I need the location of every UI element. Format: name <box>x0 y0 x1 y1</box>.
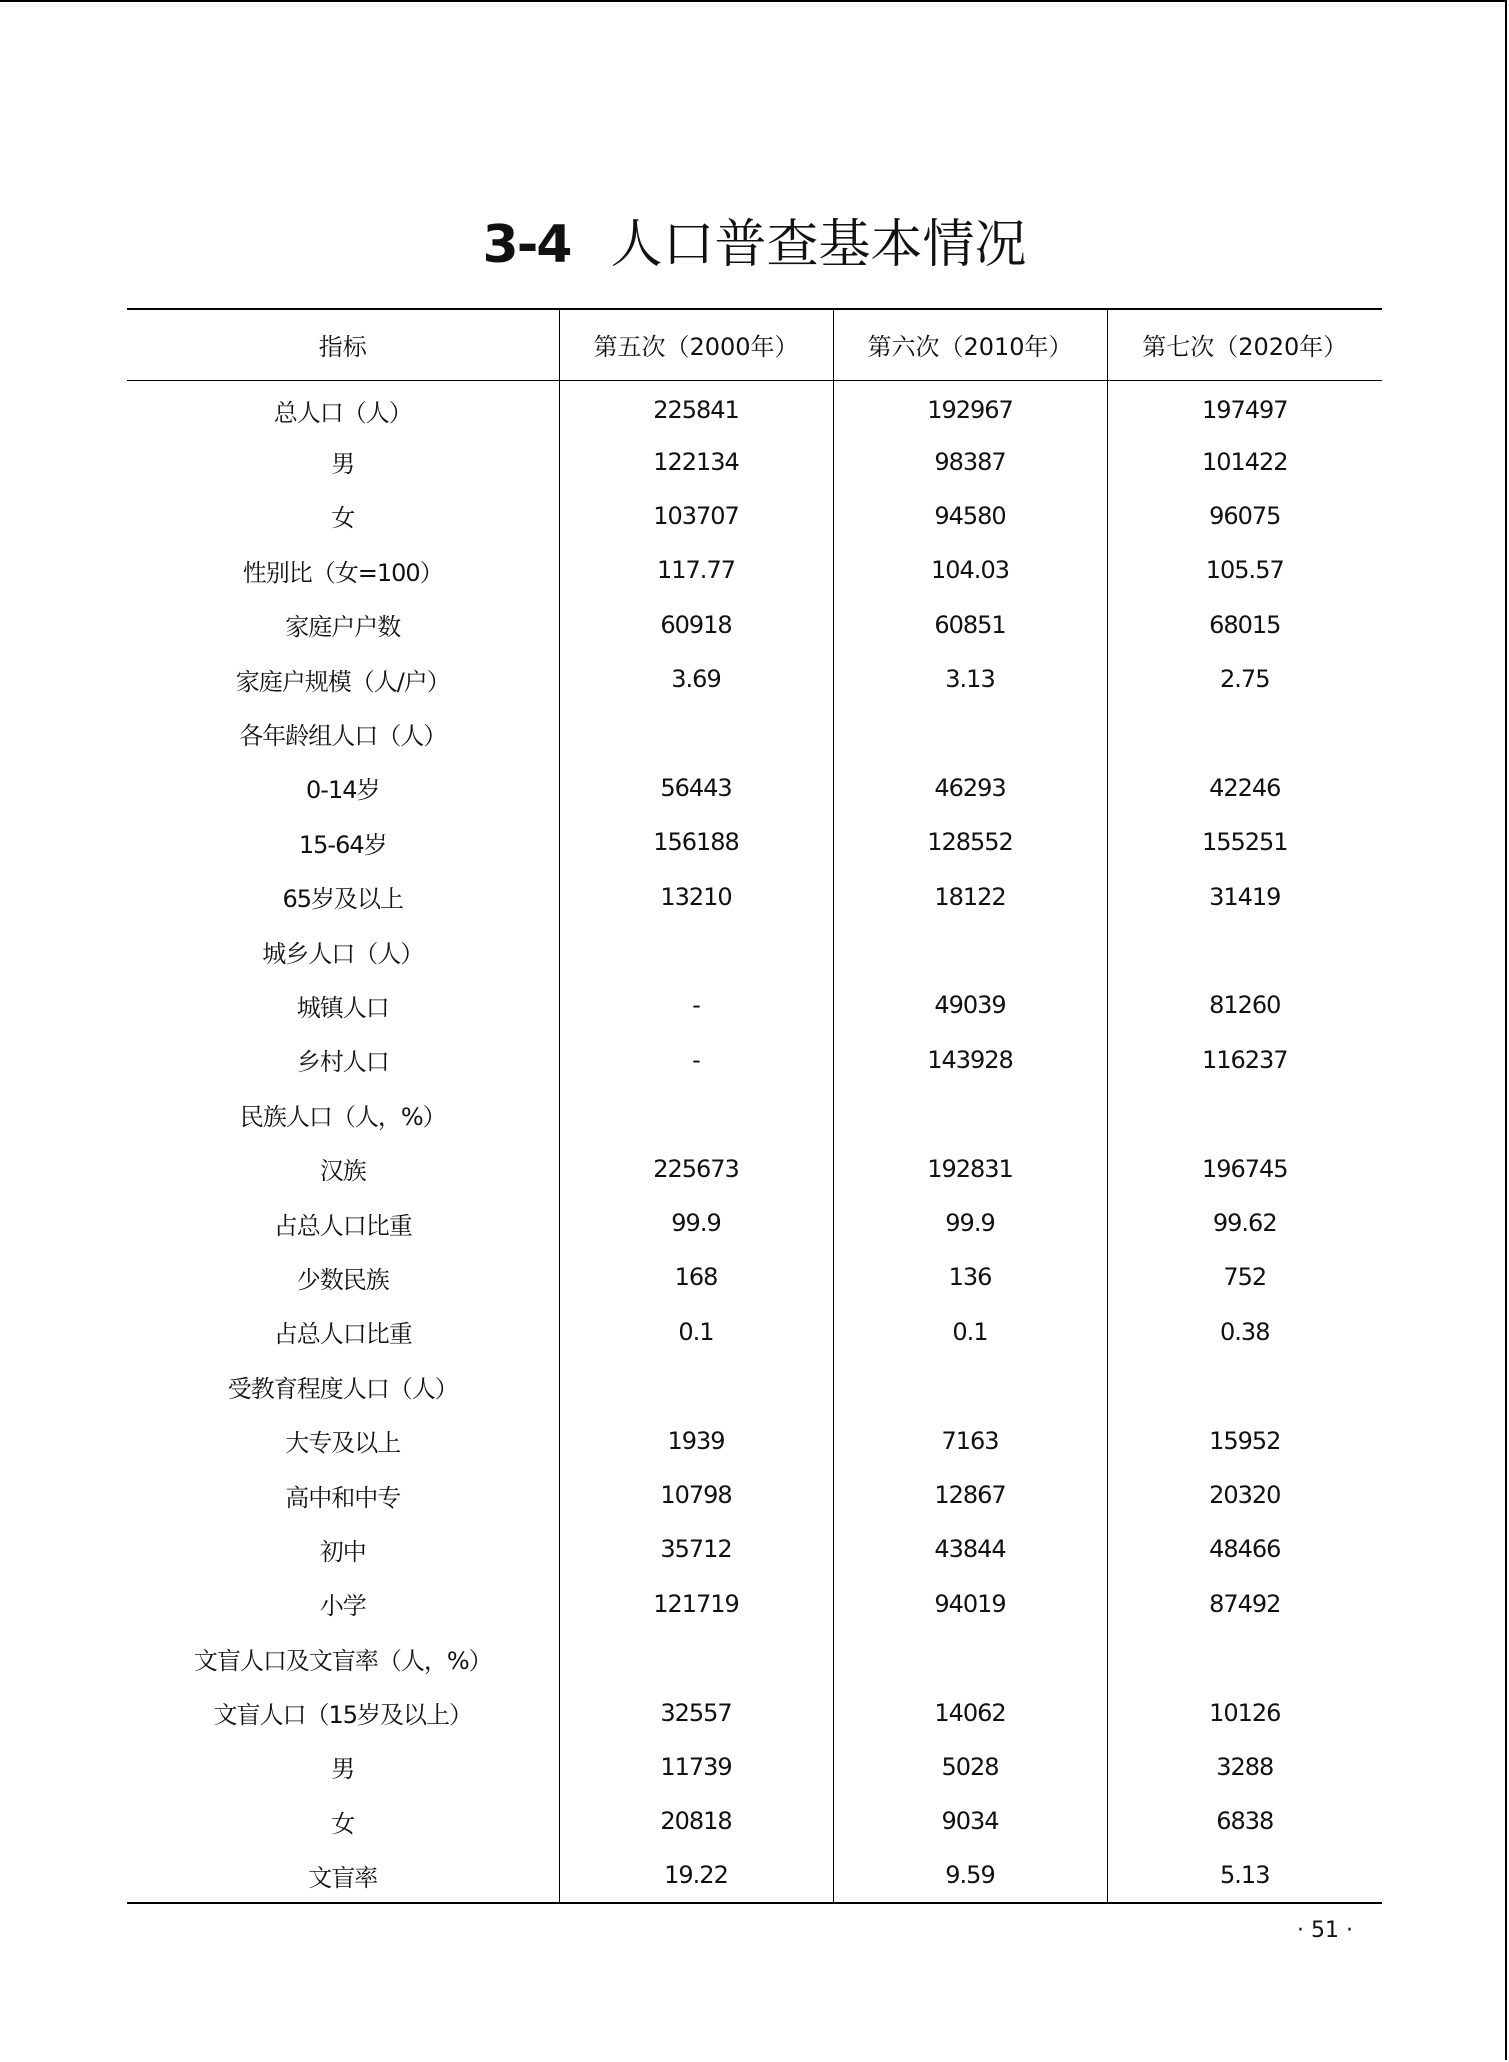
value-2000: 0.1 <box>559 1305 833 1359</box>
value-2000 <box>559 924 833 978</box>
table-row <box>127 1577 1382 1631</box>
value-2020: 116237 <box>1107 1033 1382 1087</box>
value-2010: 143928 <box>833 1033 1107 1087</box>
value-2020: 96075 <box>1107 489 1382 543</box>
value-2020: 6838 <box>1107 1794 1382 1848</box>
value-2020: 101422 <box>1107 434 1382 488</box>
value-2020: 197497 <box>1107 380 1382 434</box>
table-row <box>127 924 1382 978</box>
value-2000: 56443 <box>559 761 833 815</box>
row-label: 总人口（人） <box>273 398 412 427</box>
header-census-6: 第六次（2010年） <box>833 309 1107 380</box>
table-row <box>127 1522 1382 1576</box>
value-2020: 87492 <box>1107 1577 1382 1631</box>
row-label: 65岁及以上 <box>282 885 404 914</box>
row-label: 男 <box>331 1755 355 1784</box>
value-2000 <box>559 1087 833 1141</box>
table-row <box>127 706 1382 760</box>
value-2010: 12867 <box>833 1468 1107 1522</box>
table-row <box>127 815 1382 869</box>
table-row <box>127 761 1382 815</box>
table-row <box>127 1087 1382 1141</box>
row-label: 大专及以上 <box>285 1429 401 1458</box>
row-label: 城乡人口（人） <box>262 939 424 968</box>
row-label: 小学 <box>319 1592 366 1621</box>
row-label: 家庭户规模（人/户） <box>235 667 450 696</box>
row-label: 民族人口（人，%） <box>239 1102 446 1131</box>
value-2020 <box>1107 1631 1382 1685</box>
row-label: 少数民族 <box>296 1265 389 1294</box>
page-title <box>0 210 1509 280</box>
table-row <box>127 1849 1382 1903</box>
header-census-5: 第五次（2000年） <box>559 309 833 380</box>
row-label: 0-14岁 <box>306 776 380 805</box>
value-2000: 35712 <box>559 1522 833 1576</box>
row-label: 15-64岁 <box>298 830 387 859</box>
value-2010: 5028 <box>833 1740 1107 1794</box>
table-row <box>127 1359 1382 1413</box>
value-2020: 3288 <box>1107 1740 1382 1794</box>
value-2010: 98387 <box>833 434 1107 488</box>
table-row <box>127 870 1382 924</box>
value-2000 <box>559 1359 833 1413</box>
value-2000: 13210 <box>559 870 833 924</box>
row-label: 占总人口比重 <box>273 1211 412 1240</box>
page-number: · 51 · <box>1297 1918 1353 1943</box>
row-label: 男 <box>331 450 355 479</box>
value-2010: 136 <box>833 1250 1107 1304</box>
table-row <box>127 1685 1382 1739</box>
value-2020: 99.62 <box>1107 1196 1382 1250</box>
census-table <box>127 308 1382 1904</box>
value-2010: 60851 <box>833 598 1107 652</box>
value-2000: 1939 <box>559 1413 833 1467</box>
value-2020: 196745 <box>1107 1141 1382 1195</box>
table-row <box>127 1413 1382 1467</box>
row-label: 汉族 <box>319 1157 366 1186</box>
value-2000: 225841 <box>559 380 833 434</box>
value-2000: - <box>559 978 833 1032</box>
value-2020 <box>1107 706 1382 760</box>
value-2000: 117.77 <box>559 543 833 597</box>
value-2010: 14062 <box>833 1685 1107 1739</box>
table-row <box>127 543 1382 597</box>
table-body <box>127 380 1382 1903</box>
value-2010: 7163 <box>833 1413 1107 1467</box>
value-2000: 11739 <box>559 1740 833 1794</box>
value-2000: - <box>559 1033 833 1087</box>
value-2020: 0.38 <box>1107 1305 1382 1359</box>
value-2020: 10126 <box>1107 1685 1382 1739</box>
value-2020: 68015 <box>1107 598 1382 652</box>
value-2010: 9034 <box>833 1794 1107 1848</box>
value-2020: 15952 <box>1107 1413 1382 1467</box>
value-2020: 2.75 <box>1107 652 1382 706</box>
value-2000: 19.22 <box>559 1849 833 1903</box>
row-label: 乡村人口 <box>296 1048 389 1077</box>
header-indicator: 指标 <box>318 333 367 362</box>
value-2000: 20818 <box>559 1794 833 1848</box>
value-2010 <box>833 1087 1107 1141</box>
value-2000: 10798 <box>559 1468 833 1522</box>
value-2000: 122134 <box>559 434 833 488</box>
value-2020: 31419 <box>1107 870 1382 924</box>
value-2000: 156188 <box>559 815 833 869</box>
value-2000: 103707 <box>559 489 833 543</box>
value-2010: 94580 <box>833 489 1107 543</box>
value-2020: 20320 <box>1107 1468 1382 1522</box>
row-label: 城镇人口 <box>296 993 389 1022</box>
table-row <box>127 1794 1382 1848</box>
row-label: 家庭户户数 <box>285 613 401 642</box>
value-2020 <box>1107 1359 1382 1413</box>
table-row <box>127 1631 1382 1685</box>
table-row <box>127 1196 1382 1250</box>
table-title-text: 人口普查基本情况 <box>610 214 1027 275</box>
value-2010 <box>833 1631 1107 1685</box>
value-2010: 128552 <box>833 815 1107 869</box>
header-census-7: 第七次（2020年） <box>1107 309 1382 380</box>
header-row <box>127 309 1382 380</box>
value-2020 <box>1107 1087 1382 1141</box>
value-2020: 81260 <box>1107 978 1382 1032</box>
value-2000: 99.9 <box>559 1196 833 1250</box>
value-2010: 18122 <box>833 870 1107 924</box>
value-2010 <box>833 1359 1107 1413</box>
row-label: 各年龄组人口（人） <box>239 722 447 751</box>
row-label: 受教育程度人口（人） <box>227 1374 458 1403</box>
table-row <box>127 434 1382 488</box>
row-label: 文盲人口（15岁及以上） <box>213 1701 473 1730</box>
value-2000: 121719 <box>559 1577 833 1631</box>
row-label: 初中 <box>319 1537 366 1566</box>
value-2010: 3.13 <box>833 652 1107 706</box>
row-label: 高中和中专 <box>285 1483 401 1512</box>
value-2010: 99.9 <box>833 1196 1107 1250</box>
table-row <box>127 380 1382 434</box>
table-row <box>127 1033 1382 1087</box>
value-2000 <box>559 1631 833 1685</box>
value-2000: 3.69 <box>559 652 833 706</box>
value-2020: 5.13 <box>1107 1849 1382 1903</box>
value-2010: 9.59 <box>833 1849 1107 1903</box>
value-2010: 43844 <box>833 1522 1107 1576</box>
value-2020: 42246 <box>1107 761 1382 815</box>
table-header <box>127 309 1382 380</box>
value-2010: 94019 <box>833 1577 1107 1631</box>
value-2010: 46293 <box>833 761 1107 815</box>
row-label: 文盲率 <box>308 1863 378 1892</box>
table-row <box>127 978 1382 1032</box>
table-row <box>127 1305 1382 1359</box>
value-2010: 49039 <box>833 978 1107 1032</box>
row-label: 占总人口比重 <box>273 1320 412 1349</box>
value-2000: 60918 <box>559 598 833 652</box>
value-2020: 752 <box>1107 1250 1382 1304</box>
row-label: 性别比（女=100） <box>242 558 443 587</box>
value-2020: 155251 <box>1107 815 1382 869</box>
row-label: 女 <box>331 504 355 533</box>
table-row <box>127 598 1382 652</box>
value-2020 <box>1107 924 1382 978</box>
value-2010: 192967 <box>833 380 1107 434</box>
value-2010 <box>833 706 1107 760</box>
table-row <box>127 1141 1382 1195</box>
value-2020: 105.57 <box>1107 543 1382 597</box>
value-2000 <box>559 706 833 760</box>
value-2010: 104.03 <box>833 543 1107 597</box>
value-2020: 48466 <box>1107 1522 1382 1576</box>
value-2000: 225673 <box>559 1141 833 1195</box>
value-2000: 32557 <box>559 1685 833 1739</box>
row-label: 文盲人口及文盲率（人，%） <box>193 1646 492 1675</box>
table-row <box>127 1250 1382 1304</box>
table-number: 3-4 <box>482 214 571 275</box>
value-2010 <box>833 924 1107 978</box>
table-row <box>127 652 1382 706</box>
table-row <box>127 1740 1382 1794</box>
value-2010: 192831 <box>833 1141 1107 1195</box>
table-row <box>127 1468 1382 1522</box>
table-row <box>127 489 1382 543</box>
value-2000: 168 <box>559 1250 833 1304</box>
row-label: 女 <box>331 1809 355 1838</box>
value-2010: 0.1 <box>833 1305 1107 1359</box>
